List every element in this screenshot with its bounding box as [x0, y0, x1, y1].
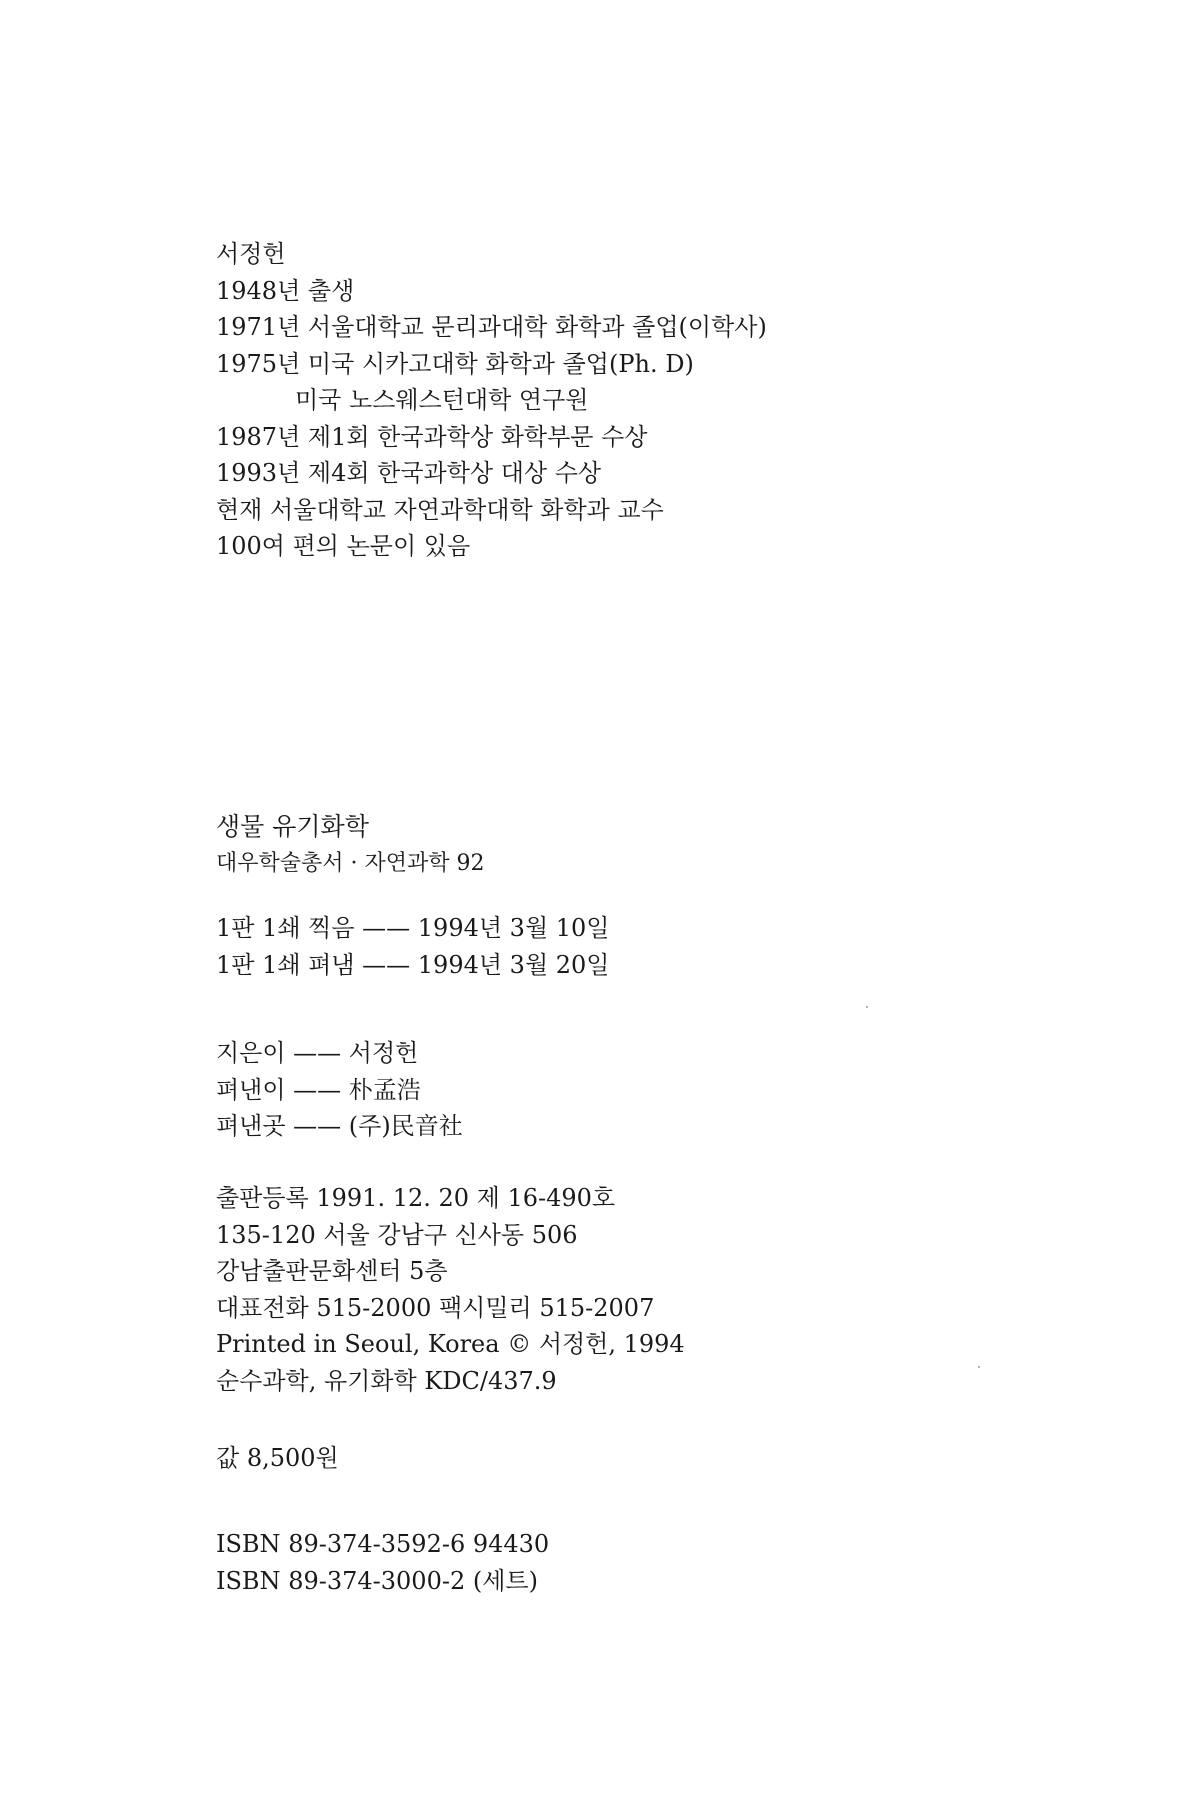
book-series: 대우학술총서 · 자연과학 92: [216, 850, 485, 876]
book-title: 생물 유기화학: [216, 812, 369, 841]
bio-line: 1987년 제1회 한국과학상 화학부문 수상: [216, 422, 648, 451]
book-info: [216, 809, 485, 882]
isbn-info: [216, 1526, 549, 1599]
published-date: 1판 1쇄 펴냄 —— 1994년 3월 20일: [216, 950, 610, 979]
address-line: 강남출판문화센터 5층: [216, 1257, 448, 1285]
address-line: 135-120 서울 강남구 신사동 506: [216, 1220, 578, 1249]
isbn-line: ISBN 89-374-3000-2 (세트): [216, 1566, 538, 1595]
bio-line: 1971년 서울대학교 문리과대학 화학과 졸업(이학사): [216, 313, 767, 341]
price: 값 8,500원: [216, 1444, 339, 1472]
printed-date: 1판 1쇄 찍음 —— 1994년 3월 10일: [216, 914, 610, 942]
credits: [216, 1035, 463, 1145]
author-bio: [216, 236, 767, 565]
copyright-line: Printed in Seoul, Korea © 서정헌, 1994: [216, 1330, 685, 1358]
bio-line: 1975년 미국 시카고대학 화학과 졸업(Ph. D): [216, 349, 694, 378]
bio-line: 1993년 제4회 한국과학상 대상 수상: [216, 459, 602, 487]
registration-line: 출판등록 1991. 12. 20 제 16-490호: [216, 1184, 616, 1212]
price-info: [216, 1440, 339, 1477]
isbn-line: ISBN 89-374-3592-6 94430: [216, 1530, 550, 1558]
bio-line: 현재 서울대학교 자연과학대학 화학과 교수: [216, 495, 664, 524]
press-credit: 펴낸곳 —— (주)民音社: [216, 1112, 463, 1140]
phone-fax-line: 대표전화 515-2000 팩시밀리 515-2007: [216, 1293, 655, 1322]
scan-speck: [978, 1366, 980, 1368]
bio-line: 100여 편의 논문이 있음: [216, 532, 471, 560]
publisher-credit: 펴낸이 —— 朴孟浩: [216, 1075, 421, 1104]
bio-line: 1948년 출생: [216, 276, 355, 305]
classification-line: 순수과학, 유기화학 KDC/437.9: [216, 1366, 557, 1395]
author-credit: 지은이 —— 서정헌: [216, 1039, 419, 1067]
scan-speck: [866, 1006, 868, 1008]
author-name: 서정헌: [216, 240, 286, 268]
bio-line-indented: 미국 노스웨스턴대학 연구원: [295, 386, 589, 414]
registration-info: [216, 1180, 685, 1399]
printing-info: [216, 910, 610, 983]
